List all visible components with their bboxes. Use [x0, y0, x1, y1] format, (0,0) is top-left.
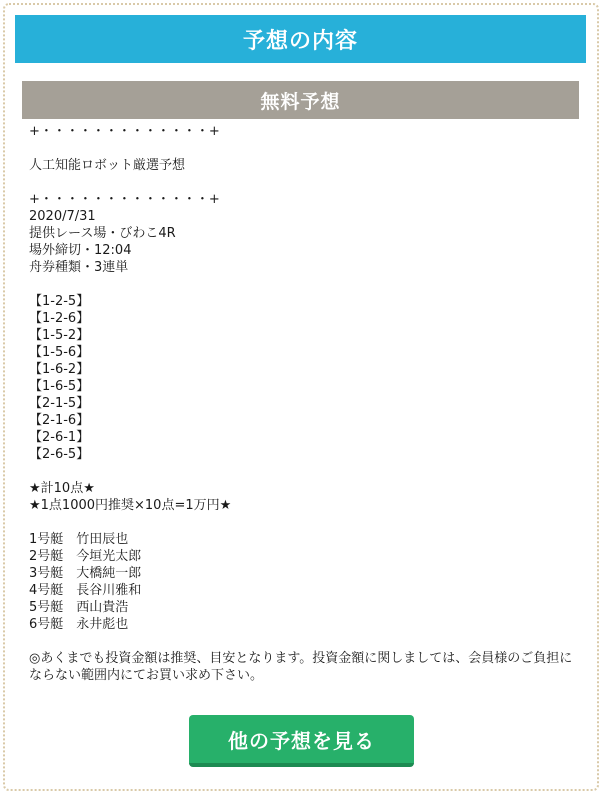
bet-total: ★計10点★: [29, 481, 95, 496]
racer-item: 6号艇 永井彪也: [29, 617, 129, 632]
racer-item: 4号艇 長谷川雅和: [29, 583, 142, 598]
bet-item: 【1-5-6】: [29, 345, 90, 360]
race-deadline: 場外締切・12:04: [29, 243, 132, 258]
bet-item: 【1-2-5】: [29, 294, 90, 309]
prediction-content: [29, 123, 579, 684]
bet-item: 【1-5-2】: [29, 328, 90, 343]
race-date: 2020/7/31: [29, 209, 96, 224]
ticket-type: 舟券種類・3連単: [29, 260, 129, 275]
separator-mid: +・・・・・・・・・・・・・+: [29, 192, 220, 207]
race-venue: 提供レース場・びわこ4R: [29, 226, 176, 241]
racer-item: 5号艇 西山貴浩: [29, 600, 129, 615]
page-title: [15, 15, 586, 63]
racer-item: 3号艇 大橋純一郎: [29, 566, 142, 581]
other-predictions-button[interactable]: [189, 715, 414, 767]
bet-item: 【2-6-1】: [29, 430, 90, 445]
bet-item: 【2-1-6】: [29, 413, 90, 428]
bet-stake: ★1点1000円推奨×10点=1万円★: [29, 498, 232, 513]
bet-item: 【2-6-5】: [29, 447, 90, 462]
separator-top: +・・・・・・・・・・・・・+: [29, 124, 220, 139]
other-predictions-button-label: 他の予想を見る: [228, 728, 375, 753]
section-title-text: 無料予想: [260, 90, 341, 113]
racer-item: 1号艇 竹田辰也: [29, 532, 129, 547]
bet-item: 【1-6-5】: [29, 379, 90, 394]
bet-item: 【1-6-2】: [29, 362, 90, 377]
bet-item: 【2-1-5】: [29, 396, 90, 411]
bet-item: 【1-2-6】: [29, 311, 90, 326]
disclaimer-note: ◎あくまでも投資金額は推奨、目安となります。投資金額に関しましては、会員様のご負担にならない範囲内にてお買い求め下さい。: [29, 651, 573, 683]
page-title-text: 予想の内容: [242, 28, 358, 54]
section-title: [22, 81, 579, 119]
prediction-headline: 人工知能ロボット厳選予想: [29, 158, 186, 173]
racer-item: 2号艇 今垣光太郎: [29, 549, 142, 564]
